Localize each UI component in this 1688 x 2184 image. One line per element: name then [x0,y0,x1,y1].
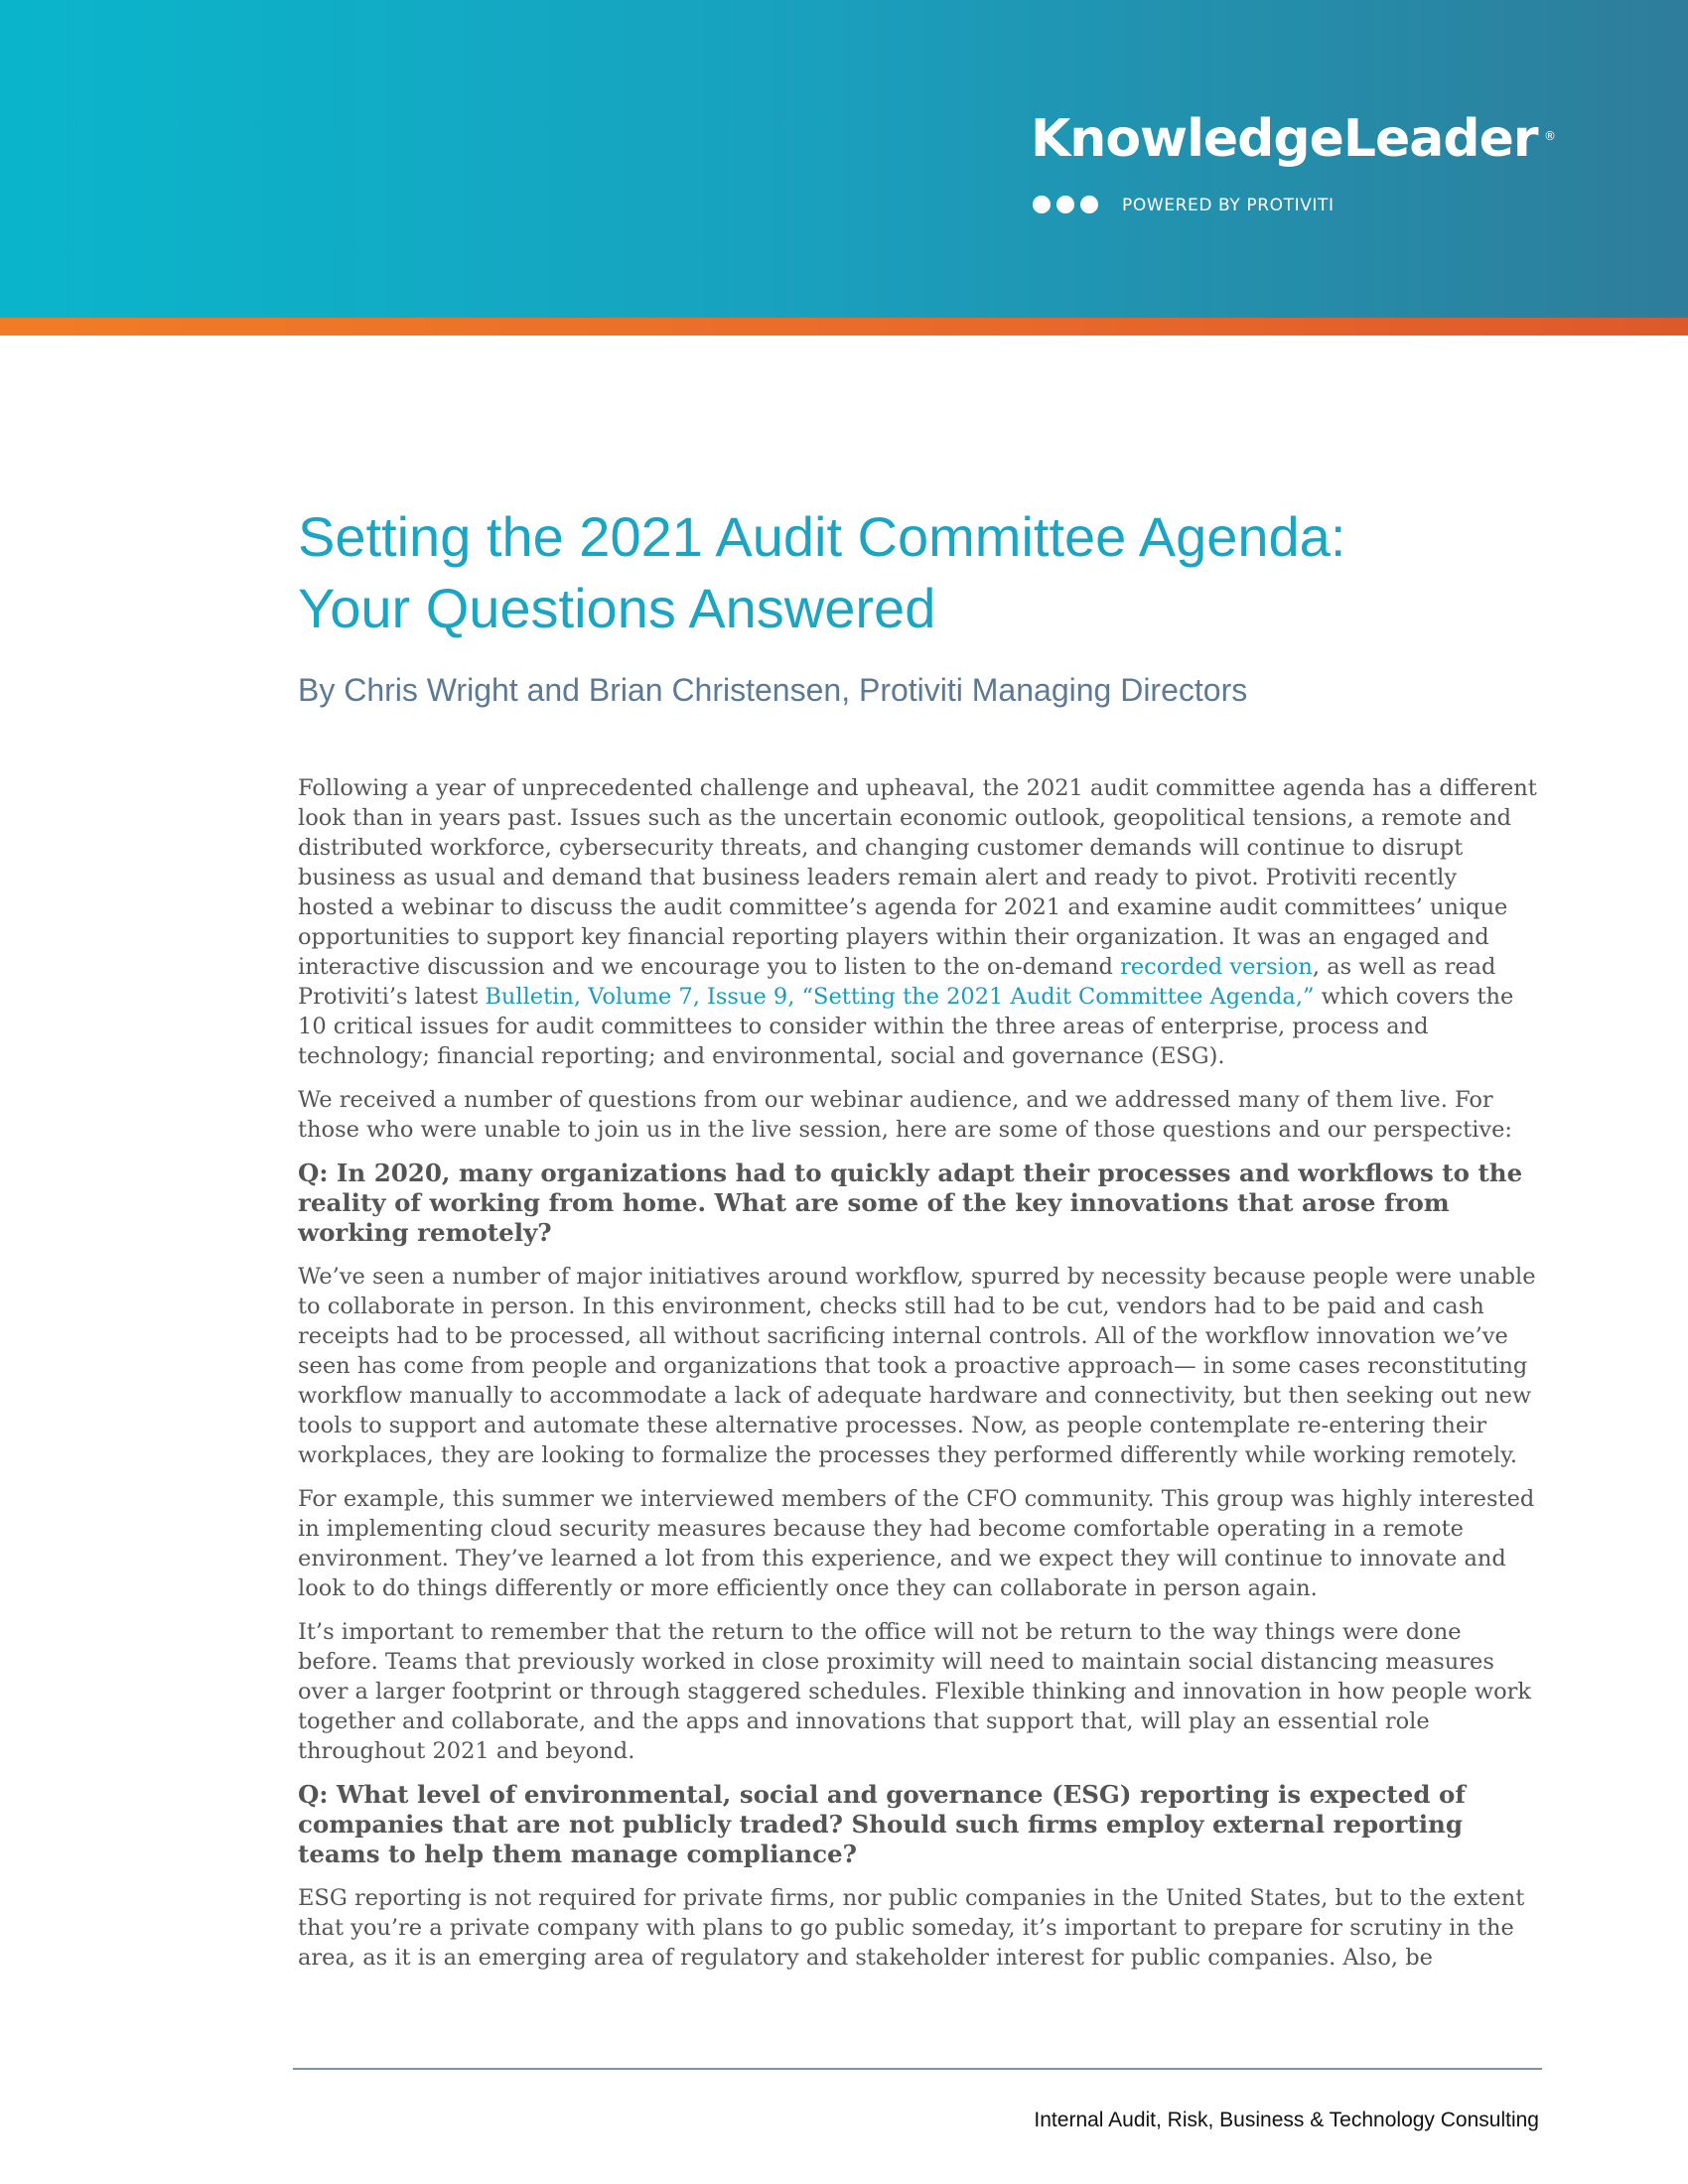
question-1: Q: In 2020, many organizations had to quickly adapt their processes and workflows to the reality of working from home. What are some of the key innovations that arose from working remotely? [298,1159,1523,1247]
webinar-paragraph: We received a number of questions from our webinar audience, and we addressed many of them live. For those who were unable to join us in the live session, here are some of those questions and our perspective: [298,1087,1512,1143]
logo-name: KnowledgeLeader [1031,109,1538,169]
bulletin-link[interactable]: Bulletin, Volume 7, Issue 9, “Setting the 2021 Audit Committee Agenda,” [485,984,1315,1010]
title-line-1: Setting the 2021 Audit Committee Agenda: [298,505,1346,568]
footer-tagline: Internal Audit, Risk, Business & Technology Consulting [1034,2109,1539,2131]
page-title [298,501,1539,644]
title-line-2: Your Questions Answered [298,577,936,639]
knowledgeleader-logo[interactable] [1031,107,1556,226]
byline: By Chris Wright and Brian Christensen, Protiviti Managing Directors [298,672,1248,708]
accent-stripe [0,318,1688,336]
registered-mark: ® [1544,129,1556,143]
answer-1-paragraph-1: We’ve seen a number of major initiatives around workflow, spurred by necessity because people were unable to collaborate in person. In this environment, checks still had to be cut, vendors had to be paid and cash receipts had to be processed, all without sacrificing internal controls. All of the workflow innovation we’ve seen has come from people and organizations that took a proactive approach— in some cases reconstituting workflow manually to accommodate a lack of adequate hardware and connectivity, but then seeking out new tools to support and automate these alternative processes. Now, as people contemplate re-entering their workplaces, they are looking to formalize the processes they performed differently while working remotely. [298,1264,1536,1468]
intro-paragraph: Following a year of unprecedented challenge and upheaval, the 2021 audit committee agenda has a different look than in years past. Issues such as the uncertain economic outlook, geopolitical tensions, a remote and distributed workforce, cybersecurity threats, and changing customer demands will continue to disrupt business as usual and demand that business leaders remain alert and ready to pivot. Protiviti recently hosted a webinar to discuss the audit committee’s agenda for 2021 and examine audit committees’ unique opportunities to support key financial reporting players within their organization. It was an engaged and interactive discussion and we encourage you to listen to the on-demand recorded version, as well as read Protiviti’s latest Bulletin, Volume 7, Issue 9, “Setting the 2021 Audit Committee Agenda,” which covers the 10 critical issues for audit committees to consider within the three areas of enterprise, process and technology; financial reporting; and environmental, social and governance (ESG). [298,775,1537,1069]
answer-1-paragraph-3: It’s important to remember that the return to the office will not be return to the way things were done before. Teams that previously worked in close proximity will need to maintain social distancing measures over a larger footprint or through staggered schedules. Flexible thinking and innovation in how people work together and collaborate, and the apps and innovations that support that, will play an essential role throughout 2021 and beyond. [298,1619,1532,1764]
question-2: Q: What level of environmental, social and governance (ESG) reporting is expected of companies that are not publicly traded? Should such firms employ external reporting teams to help them manage compliance? [298,1780,1466,1868]
answer-2-paragraph-1: ESG reporting is not required for private firms, nor public companies in the United States, but to the extent that you’re a private company with plans to go public someday, it’s important to prepare for scrutiny in the area, as it is an emerging area of regulatory and stakeholder interest for public companies. Also, be [298,1885,1525,1971]
three-dots-icon [1033,196,1098,213]
recorded-version-link[interactable]: recorded version [1120,954,1313,980]
article [298,501,1539,1986]
article-body [298,773,1539,1973]
footer-divider [293,2068,1542,2070]
logo-tagline: POWERED BY PROTIVITI [1122,196,1335,215]
answer-1-paragraph-2: For example, this summer we interviewed members of the CFO community. This group was highly interested in implementing cloud security measures because they had become comfortable operating in a remote environment. They’ve learned a lot from this experience, and we expect they will continue to innovate and look to do things differently or more efficiently once they can collaborate in person again. [298,1486,1535,1601]
